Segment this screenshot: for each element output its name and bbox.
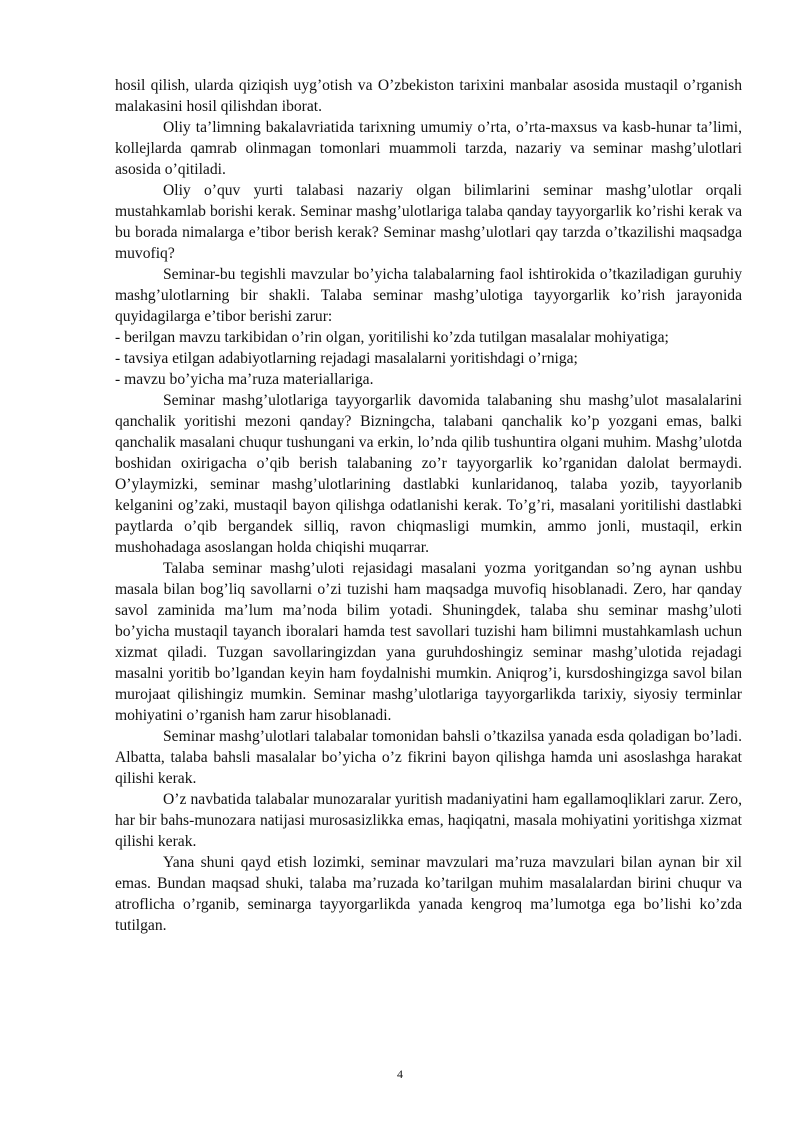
paragraph-seminar-preparation: Oliy o’quv yurti talabasi nazariy olgan bilimlarini seminar mashg’ulotlar orqali mustahkamlab borishi kerak. Seminar mashg’ulotlariga talaba qanday tayyorgarlik ko’rishi kerak va bu borada nimalarga e’tibor berish kerak? Seminar mashg’ulotlari qay tarzda o’tkazilishi maqsadga muvofiq?: [115, 182, 742, 262]
paragraph-seminar-topics: Yana shuni qayd etish lozimki, seminar mavzulari ma’ruza mavzulari bilan aynan bir xil emas. Bundan maqsad shuki, talaba ma’ruzada ko’tarilgan muhim masalalardan birini chuqur va atroflicha o’rganib, seminarga tayyorgarlikda yanada kengroq ma’lumotga ega bo’lishi ko’zda tutilgan.: [115, 854, 742, 934]
paragraph-higher-education: Oliy ta’limning bakalavriatida tarixning umumiy o’rta, o’rta-maxsus va kasb-hunar ta’limi, kollejlarda qamrab olinmagan tomonlari muammoli tarzda, nazariy va seminar mashg’ulotlari asosida o’qitiladi.: [115, 119, 742, 178]
list-item-lecture-materials: - mavzu bo’yicha ma’ruza materiallariga.: [115, 371, 374, 388]
paragraph-criteria: Seminar mashg’ulotlariga tayyorgarlik davomida talabaning shu mashg’ulot masalalarini qanchalik yoritishi mezoni qanday? Bizningcha, talabani qanchalik ko’p yozgani emas, balki qanchalik masalani chuqur tushungani va erkin, lo’nda qilib tushuntira olgani muhim. Mashg’ulotda boshidan oxirigacha o’qib berish talabaning zo’r tayyorgarlik ko’rganidan dalolat bermaydi. O’ylaymizki, seminar mashg’ulotlarining dastlabki kunlaridanoq, talaba yozib, tayyorlanib kelganini og’zaki, mustaqil bayon qilishga odatlanishi kerak. To’g’ri, masalani yoritilishi dastlabki paytlarda o’qib bergandek silliq, ravon chiqmasligi mumkin, ammo jonli, mustaqil, erkin mushohadaga asoslangan holda chiqishi muqarrar.: [115, 392, 742, 556]
paragraph-discussion-culture: O’z navbatida talabalar munozaralar yuritish madaniyatini ham egallamoqliklari zarur. Zero, har bir bahs-munozara natijasi murosasizlikka emas, haqiqatni, masala mohiyatini yoritishga xizmat qilishi kerak.: [115, 791, 742, 850]
page-number: 4: [397, 1067, 403, 1081]
paragraph-continuation: hosil qilish, ularda qiziqish uyg’otish va O’zbekiston tarixini manbalar asosida mustaqil o’rganish malakasini hosil qilishdan iborat.: [115, 77, 742, 115]
paragraph-questions: Talaba seminar mashg’uloti rejasidagi masalani yozma yoritgandan so’ng aynan ushbu masala bilan bog’liq savollarni o’zi tuzishi ham maqsadga muvofiq hisoblanadi. Zero, har qanday savol zaminida ma’lum ma’noda bilim yotadi. Shuningdek, talaba shu seminar mashg’uloti bo’yicha mustaqil tayanch iboralari hamda test savollari tuzishi ham bilimni mustahkamlash uchun xizmat qiladi. Tuzgan savollaringizdan yana guruhdoshingiz seminar mashg’ulotida rejadagi masalni yoritib bo’lgandan keyin ham foydalnishi mumkin. Aniqrog’i, kursdoshingizga savol bilan murojaat qilishingiz mumkin. Seminar mashg’ulotlariga tayyorgarlikda tarixiy, siyosiy terminlar mohiyatini o’rganish ham zarur hisoblanadi.: [115, 560, 742, 724]
list-item-topic-content: - berilgan mavzu tarkibidan o’rin olgan, yoritilishi ko’zda tutilgan masalalar mohiyatiga;: [115, 329, 669, 346]
paragraph-seminar-definition: Seminar-bu tegishli mavzular bo’yicha talabalarning faol ishtirokida o’tkaziladigan guruhiy mashg’ulotlarning bir shakli. Talaba seminar mashg’ulotiga tayyorgarlik ko’rish jarayonida quyidagilarga e’tibor berishi zarur:: [115, 266, 742, 325]
list-item-literature: - tavsiya etilgan adabiyotlarning rejadagi masalalarni yoritishdagi o’rniga;: [115, 350, 578, 367]
paragraph-debate: Seminar mashg’ulotlari talabalar tomonidan bahsli o’tkazilsa yanada esda qoladigan bo’ladi. Albatta, talaba bahsli masalalar bo’yicha o’z fikrini bayon qilishga hamda uni asoslashga harakat qilishi kerak.: [115, 728, 742, 787]
document-body: [115, 75, 742, 936]
